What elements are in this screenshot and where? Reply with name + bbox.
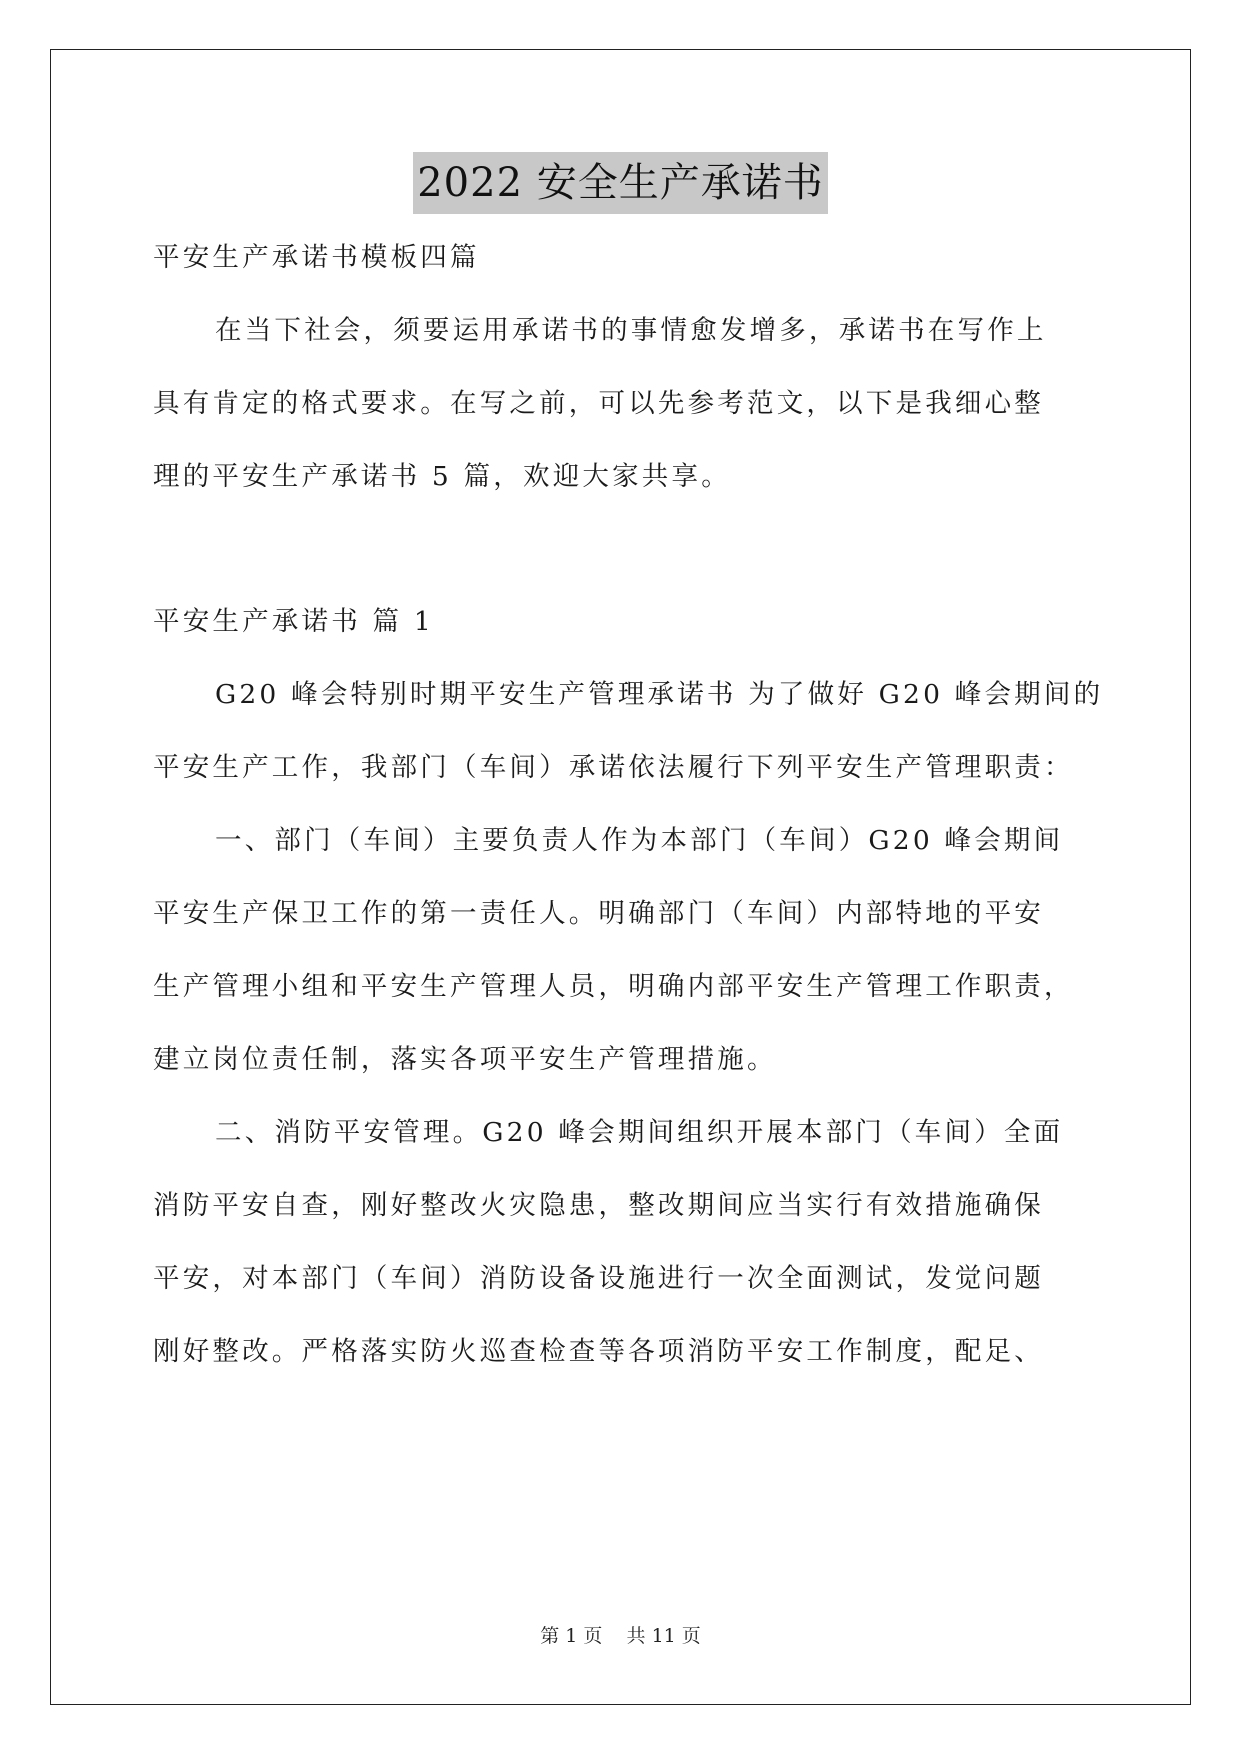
body-line: G20 峰会特别时期平安生产管理承诺书 为了做好 G20 峰会期间的 [215,679,1104,710]
page-border [50,49,1191,1705]
section-heading: 平安生产承诺书 篇 1 [153,606,434,637]
body-line: 建立岗位责任制，落实各项平安生产管理措施。 [153,1044,777,1075]
body-line: 平安生产工作，我部门（车间）承诺依法履行下列平安生产管理职责： [153,752,1074,783]
body-line: 刚好整改。严格落实防火巡查检查等各项消防平安工作制度，配足、 [153,1336,1044,1367]
intro-line: 理的平安生产承诺书 5 篇，欢迎大家共享。 [153,461,731,492]
body-line: 平安，对本部门（车间）消防设备设施进行一次全面测试，发觉问题 [153,1263,1044,1294]
page-number-footer: 第 1 页 共 11 页 [540,1625,701,1647]
body-line: 一、部门（车间）主要负责人作为本部门（车间）G20 峰会期间 [215,825,1064,856]
body-line: 二、消防平安管理。G20 峰会期间组织开展本部门（车间）全面 [215,1117,1064,1148]
intro-line: 在当下社会，须要运用承诺书的事情愈发增多，承诺书在写作上 [215,315,1047,346]
body-line: 平安生产保卫工作的第一责任人。明确部门（车间）内部特地的平安 [153,898,1044,929]
intro-line: 具有肯定的格式要求。在写之前，可以先参考范文，以下是我细心整 [153,388,1044,419]
body-line: 生产管理小组和平安生产管理人员，明确内部平安生产管理工作职责， [153,971,1074,1002]
document-title-text: 2022 安全生产承诺书 [413,152,828,214]
body-line: 消防平安自查，刚好整改火灾隐患，整改期间应当实行有效措施确保 [153,1190,1044,1221]
document-title [0,152,1241,216]
subtitle: 平安生产承诺书模板四篇 [153,242,480,273]
